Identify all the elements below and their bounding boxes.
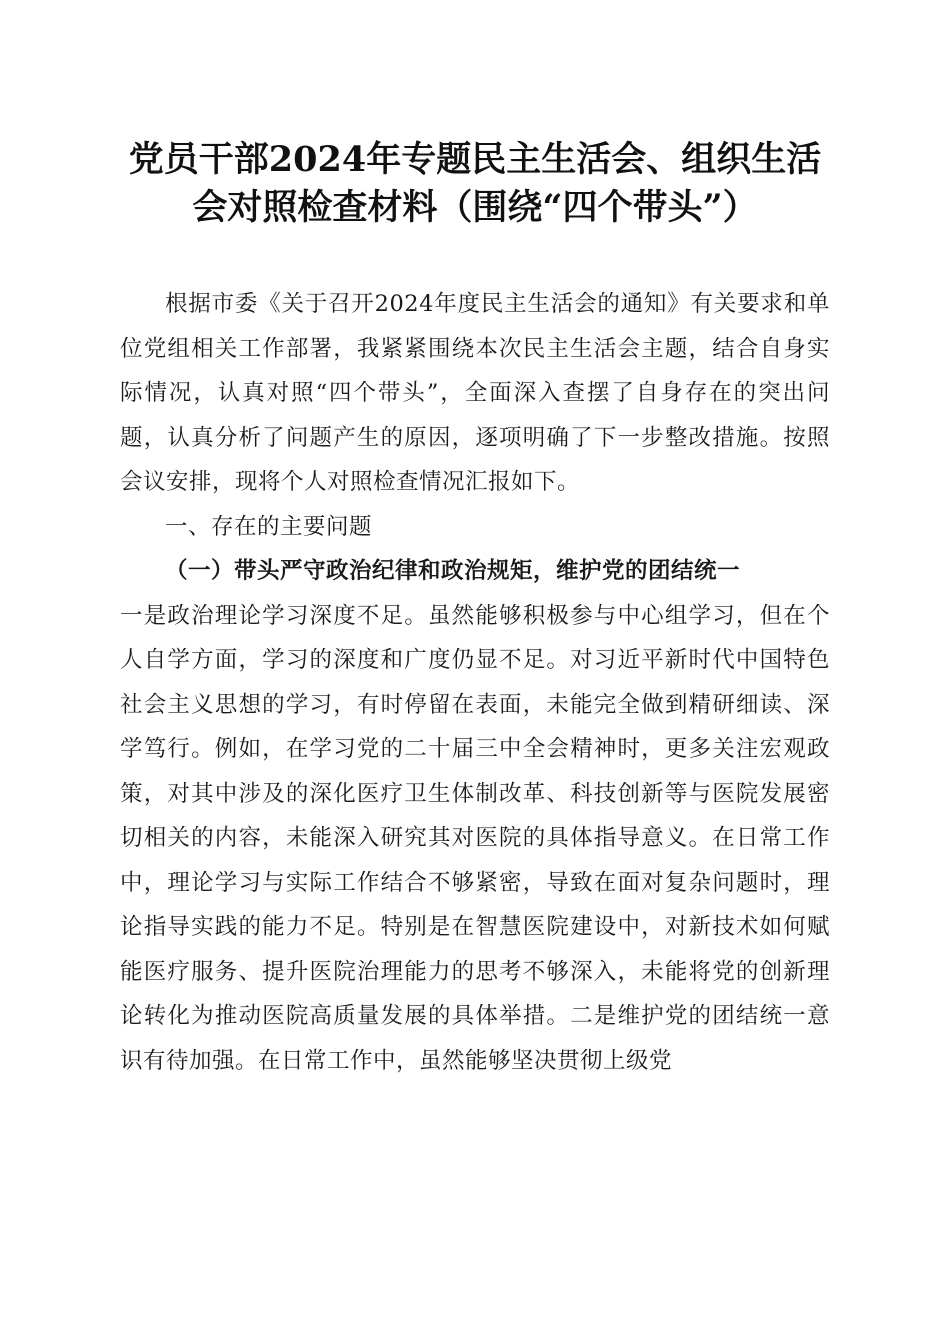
subsection-heading-political-discipline: （一）带头严守政治纪律和政治规矩，维护党的团结统一 <box>165 558 741 584</box>
title-line-1: 党员干部2024年专题民主生活会、组织生活 <box>128 139 822 180</box>
title-line-2: 会对照检查材料（围绕“四个带头”） <box>192 187 758 228</box>
document-body <box>120 282 830 1083</box>
document-title <box>100 136 850 232</box>
subsection-body-paragraph: 一是政治理论学习深度不足。虽然能够积极参与中心组学习，但在个人自学方面，学习的深度和广度仍显不足。对习近平新时代中国特色社会主义思想的学习，有时停留在表面，未能完全做到精研细读、深学笃行。例如，在学习党的二十届三中全会精神时，更多关注宏观政策，对其中涉及的深化医疗卫生体制改革、科技创新等与医院发展密切相关的内容，未能深入研究其对医院的具体指导意义。在日常工作中，理论学习与实际工作结合不够紧密，导致在面对复杂问题时，理论指导实践的能力不足。特别是在智慧医院建设中，对新技术如何赋能医疗服务、提升医院治理能力的思考不够深入，未能将党的创新理论转化为推动医院高质量发展的具体举措。二是维护党的团结统一意识有待加强。在日常工作中，虽然能够坚决贯彻上级党 <box>120 602 830 1074</box>
intro-paragraph: 根据市委《关于召开2024年度民主生活会的通知》有关要求和单位党组相关工作部署，我紧紧围绕本次民主生活会主题，结合自身实际情况，认真对照“四个带头”，全面深入查摆了自身存在的突出问题，认真分析了问题产生的原因，逐项明确了下一步整改措施。按照会议安排，现将个人对照检查情况汇报如下。 <box>120 291 830 495</box>
section-heading-problems: 一、存在的主要问题 <box>165 513 373 540</box>
